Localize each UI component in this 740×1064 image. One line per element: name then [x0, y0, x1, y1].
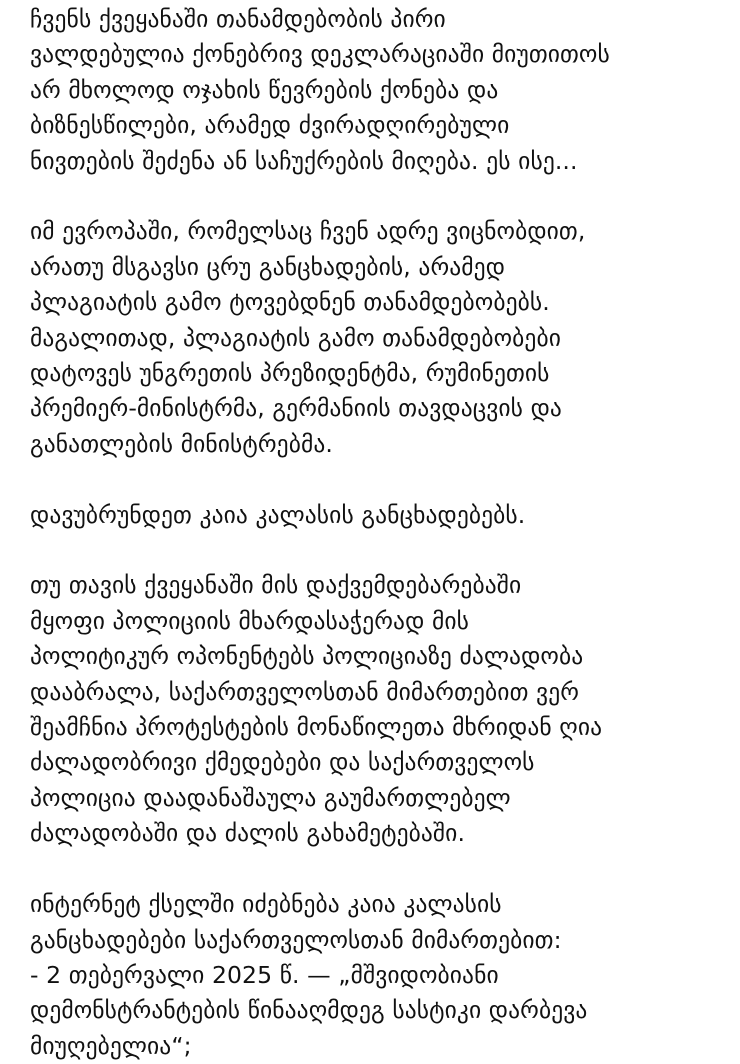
- text-line: მიუღებელია“;: [30, 1031, 192, 1060]
- text-line: დატოვეს უნგრეთის პრეზიდენტმა, რუმინეთის: [30, 359, 550, 388]
- text-line: დემონსტრანტების წინააღმდეგ სასტიკი დარბევა: [30, 996, 588, 1025]
- text-line: დავუბრუნდეთ კაია კალასის განცხადებებს.: [30, 500, 526, 529]
- text-line: დააბრალა, საქართველოსთან მიმართებით ვერ: [30, 677, 580, 706]
- text-line: ინტერნეტ ქსელში იძებნება კაია კალასის: [30, 890, 502, 919]
- text-line: იმ ევროპაში, რომელსაც ჩვენ ადრე ვიცნობდით,: [30, 217, 586, 246]
- paragraph-1: [30, 2, 730, 179]
- text-line: არათუ მსგავსი ცრუ განცხადების, არამედ: [30, 252, 506, 281]
- text-line: განათლების მინისტრებმა.: [30, 429, 333, 458]
- paragraph-5: [30, 887, 730, 1064]
- text-line: ძალადობაში და ძალის გახამეტებაში.: [30, 819, 466, 848]
- text-line: ვალდებულია ქონებრივ დეკლარაციაში მიუთითოს: [30, 40, 610, 69]
- text-line: პრემიერ-მინისტრმა, გერმანიის თავდაცვის და: [30, 394, 562, 423]
- paragraph-4: [30, 568, 730, 851]
- paragraph-2: [30, 214, 730, 462]
- text-line: მყოფი პოლიციის მხარდასაჭერად მის: [30, 606, 469, 635]
- text-line: პლაგიატის გამო ტოვებდნენ თანამდებობებს.: [30, 288, 550, 317]
- text-line: ჩვენს ქვეყანაში თანამდებობის პირი: [30, 5, 446, 33]
- text-line: განცხადებები საქართველოსთან მიმართებით:: [30, 925, 562, 954]
- text-line: მაგალითად, პლაგიატის გამო თანამდებობები: [30, 323, 561, 352]
- text-line: შეამჩნია პროტესტების მონაწილეთა მხრიდან ღია: [30, 713, 603, 742]
- text-line: ბიზნესწილები, არამედ ძვირადღირებული: [30, 111, 510, 140]
- text-line: - 2 თებერვალი 2025 წ. — „მშვიდობიანი: [30, 960, 499, 989]
- text-line: პოლიტიკურ ოპონენტებს პოლიციაზე ძალადობა: [30, 642, 584, 671]
- text-line: თუ თავის ქვეყანაში მის დაქვემდებარებაში: [30, 571, 522, 600]
- text-line: არ მხოლოდ ოჯახის წევრების ქონება და: [30, 75, 499, 104]
- paragraph-3: [30, 498, 730, 533]
- text-line: ძალადობრივი ქმედებები და საქართველოს: [30, 748, 535, 777]
- text-line: პოლიცია დაადანაშაულა გაუმართლებელ: [30, 783, 511, 812]
- text-line: ნივთების შეძენა ან საჩუქრების მიღება. ეს ისე...: [30, 146, 578, 175]
